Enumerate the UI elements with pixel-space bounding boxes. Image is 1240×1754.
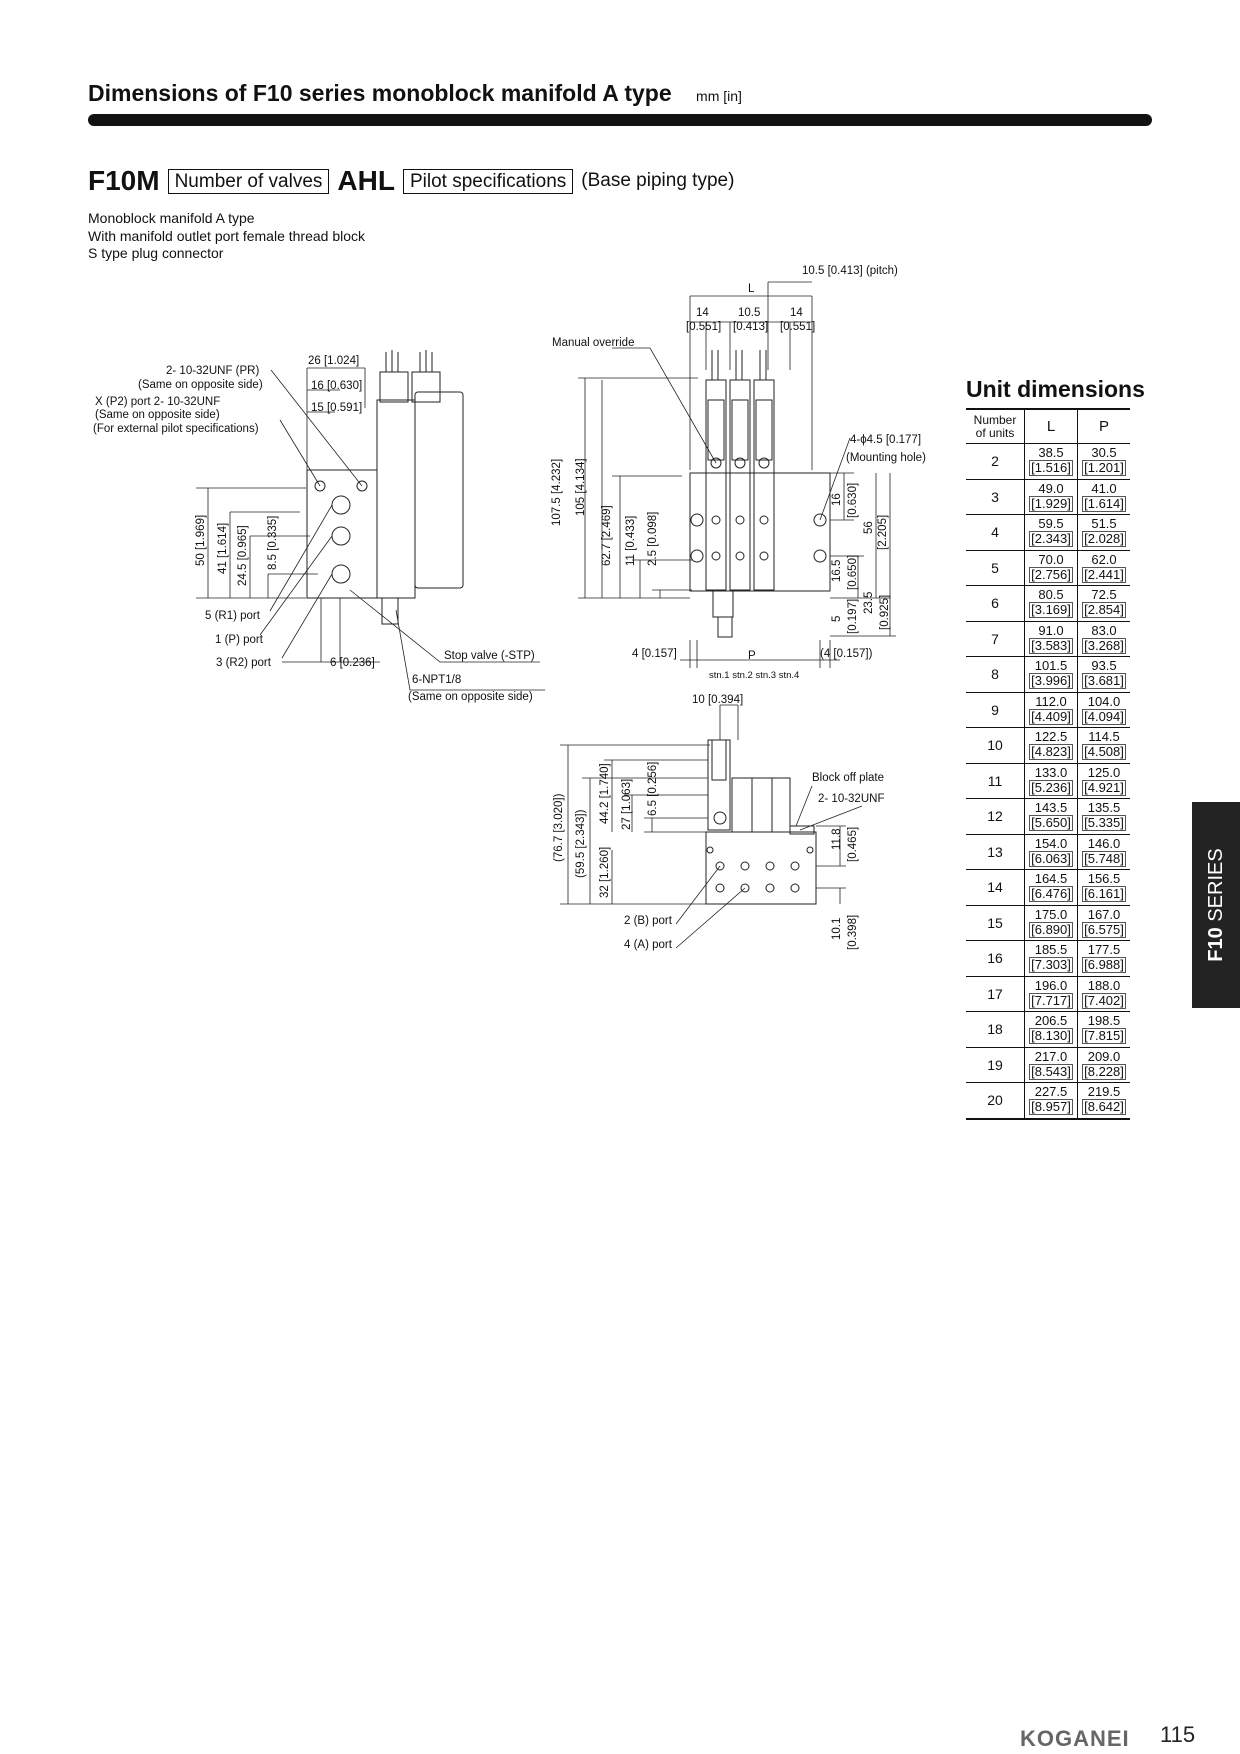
- cell-L: [1025, 550, 1078, 586]
- label-block-off: Block off plate: [812, 772, 885, 784]
- cell-P: [1078, 728, 1131, 764]
- cell-L-in: [5.650]: [1031, 815, 1071, 831]
- dim-62-7: 62.7 [2.469]: [601, 505, 613, 566]
- cell-L-mm: 59.5: [1038, 516, 1064, 532]
- valve-stn-2: [730, 380, 750, 590]
- cell-L: [1025, 692, 1078, 728]
- cell-L-mm: 38.5: [1038, 445, 1064, 461]
- dim-56: 56: [863, 521, 875, 534]
- header-L: L: [1025, 409, 1078, 444]
- dim-50: 50 [1.969]: [195, 514, 207, 566]
- cell-units: 19: [966, 1047, 1025, 1083]
- cell-P-mm: 41.0: [1091, 480, 1117, 496]
- cell-L-in: [7.717]: [1031, 992, 1071, 1008]
- cell-P-mm: 104.0: [1087, 693, 1121, 709]
- cell-L-mm: 101.5: [1034, 658, 1068, 674]
- cell-units: 17: [966, 976, 1025, 1012]
- stop-valve-side: [382, 598, 398, 624]
- cell-P-in: [7.815]: [1084, 1028, 1124, 1044]
- dim-8-5: 8.5 [0.335]: [267, 515, 279, 570]
- dim-15: 15 [0.591]: [311, 402, 363, 414]
- cell-P: [1078, 692, 1131, 728]
- dim-16r: 16: [831, 493, 843, 506]
- label-npt-note: (Same on opposite side): [408, 691, 533, 703]
- cell-units: 15: [966, 905, 1025, 941]
- cell-units: 14: [966, 870, 1025, 906]
- dim-6-5: 6.5 [0.256]: [647, 761, 659, 816]
- dim-41: 41 [1.614]: [217, 522, 229, 574]
- label-port-2: 2 (B) port: [624, 915, 672, 927]
- dim-56-in: [2.205]: [877, 514, 889, 550]
- cell-L-in: [2.343]: [1031, 531, 1071, 547]
- table-row: [966, 834, 1130, 870]
- cell-L-mm: 143.5: [1034, 800, 1068, 816]
- brand-logo: KOGANEI: [1020, 1726, 1130, 1751]
- unit-note: mm [in]: [696, 88, 742, 104]
- dim-16: 16 [0.630]: [311, 380, 363, 392]
- cell-P-mm: 62.0: [1091, 551, 1117, 567]
- cell-P: [1078, 1012, 1131, 1048]
- cell-L: [1025, 870, 1078, 906]
- cell-P: [1078, 515, 1131, 551]
- cell-P: [1078, 621, 1131, 657]
- cell-L-mm: 164.5: [1034, 871, 1068, 887]
- dim-32: 32 [1.260]: [599, 846, 611, 898]
- table-row: [966, 586, 1130, 622]
- table-row: [966, 621, 1130, 657]
- dim-76-7: (76.7 [3.020]): [553, 793, 565, 862]
- cell-P: [1078, 479, 1131, 515]
- cell-units: 2: [966, 444, 1025, 480]
- dim-23-5-in: [0.925]: [879, 594, 891, 630]
- model-option-box-valves: Number of valves: [168, 169, 330, 194]
- cell-P: [1078, 941, 1131, 977]
- cell-P: [1078, 834, 1131, 870]
- cell-L: [1025, 1083, 1078, 1119]
- table-header-row: [966, 409, 1130, 444]
- connector-side-2: [412, 372, 440, 402]
- valve-body-side: [377, 400, 415, 598]
- manifold-base-front: [690, 473, 830, 591]
- side-tab-bold: F10: [1205, 927, 1227, 962]
- cell-L: [1025, 1047, 1078, 1083]
- cell-L: [1025, 515, 1078, 551]
- table-row: [966, 550, 1130, 586]
- cell-L: [1025, 834, 1078, 870]
- cell-L: [1025, 444, 1078, 480]
- dim-107-5: 107.5 [4.232]: [551, 458, 563, 526]
- cell-L-in: [3.169]: [1031, 602, 1071, 618]
- cell-units: 18: [966, 1012, 1025, 1048]
- cell-P: [1078, 905, 1131, 941]
- dim-2-5: 2.5 [0.098]: [647, 511, 659, 566]
- cell-P: [1078, 550, 1131, 586]
- table-row: [966, 444, 1130, 480]
- dim-4a: 4 [0.157]: [632, 648, 677, 660]
- dim-26: 26 [1.024]: [308, 355, 360, 367]
- cell-P-mm: 30.5: [1091, 445, 1117, 461]
- dim-14a-in: [0.551]: [686, 321, 722, 333]
- cell-P-mm: 188.0: [1087, 977, 1121, 993]
- connector-side: [380, 372, 408, 402]
- solenoid-side: [415, 392, 463, 588]
- label-x-port-note-2: (For external pilot specifications): [93, 423, 259, 435]
- cell-L: [1025, 657, 1078, 693]
- table-row: [966, 515, 1130, 551]
- label-block-port: 2- 10-32UNF: [818, 793, 885, 805]
- label-manual-override: Manual override: [552, 337, 635, 349]
- dim-6: 6 [0.236]: [330, 657, 375, 669]
- cell-P-in: [2.028]: [1084, 531, 1124, 547]
- cell-L-mm: 217.0: [1034, 1048, 1068, 1064]
- cell-L-in: [2.756]: [1031, 566, 1071, 582]
- description-line: Monoblock manifold A type: [88, 210, 255, 226]
- cell-L-mm: 122.5: [1034, 729, 1068, 745]
- cell-L-mm: 112.0: [1035, 693, 1067, 709]
- cell-L: [1025, 586, 1078, 622]
- header-P: P: [1078, 409, 1131, 444]
- cell-units: 3: [966, 479, 1025, 515]
- label-port-3: 3 (R2) port: [216, 657, 271, 669]
- cell-P-in: [5.748]: [1084, 850, 1124, 866]
- dim-11-8-in: [0.465]: [847, 826, 859, 862]
- dim-10-5-in: [0.413]: [733, 321, 769, 333]
- block-off-plate: [790, 826, 814, 834]
- dim-10-1: 10.1: [831, 917, 843, 940]
- label-npt: 6-NPT1/8: [412, 674, 462, 686]
- cell-L-in: [6.063]: [1031, 850, 1071, 866]
- manifold-base-side: [307, 470, 377, 598]
- dim-11-8: 11.8: [831, 828, 843, 850]
- dim-11: 11 [0.433]: [625, 515, 637, 566]
- table-row: [966, 763, 1130, 799]
- cell-P-mm: 219.5: [1087, 1084, 1121, 1100]
- valve-stn-1: [706, 380, 726, 590]
- dim-10: 10 [0.394]: [692, 694, 744, 706]
- cell-P-in: [8.228]: [1084, 1063, 1124, 1079]
- model-option-box-pilot: Pilot specifications: [403, 169, 573, 194]
- table-row: [966, 905, 1130, 941]
- table-row: [966, 728, 1130, 764]
- cell-units: 4: [966, 515, 1025, 551]
- cell-P-in: [2.441]: [1084, 566, 1124, 582]
- cell-L-mm: 133.0: [1034, 764, 1068, 780]
- dim-4b: (4 [0.157]): [820, 648, 873, 660]
- dim-10-5: 10.5: [738, 307, 761, 319]
- cell-L: [1025, 941, 1078, 977]
- cell-P-mm: 209.0: [1087, 1048, 1121, 1064]
- end-view-base: [706, 832, 816, 904]
- cell-L-in: [5.236]: [1031, 779, 1071, 795]
- cell-L: [1025, 621, 1078, 657]
- cell-P: [1078, 976, 1131, 1012]
- dim-16r-in: [0.630]: [847, 482, 859, 518]
- technical-drawing: [0, 0, 960, 960]
- label-mounting-note: (Mounting hole): [846, 452, 926, 464]
- end-view-drawing: [560, 705, 862, 948]
- header-number-of-units: Number of units: [966, 409, 1025, 444]
- label-port-5: 5 (R1) port: [205, 610, 260, 622]
- cell-L: [1025, 479, 1078, 515]
- unit-dimensions-table: [966, 408, 1130, 1120]
- dim-5: 5: [831, 615, 843, 622]
- cell-L-in: [3.583]: [1031, 637, 1071, 653]
- label-stop-valve: Stop valve (-STP): [444, 650, 535, 662]
- port-3-circle: [332, 565, 350, 583]
- cell-P-in: [3.681]: [1084, 673, 1124, 689]
- cell-L-mm: 80.5: [1038, 587, 1064, 603]
- cell-P-in: [4.921]: [1084, 779, 1124, 795]
- dim-14b: 14: [790, 307, 803, 319]
- cell-L-in: [4.409]: [1031, 708, 1071, 724]
- label-port-1: 1 (P) port: [215, 634, 263, 646]
- cell-units: 9: [966, 692, 1025, 728]
- unit-dimensions-title: Unit dimensions: [966, 376, 1145, 402]
- cell-L-in: [6.476]: [1031, 886, 1071, 902]
- table-row: [966, 799, 1130, 835]
- cell-P-mm: 114.5: [1088, 729, 1120, 745]
- dim-44-2: 44.2 [1.740]: [599, 763, 611, 824]
- dim-23-5: 23.5: [863, 591, 875, 614]
- cell-P-mm: 72.5: [1091, 587, 1117, 603]
- label-pitch: 10.5 [0.413] (pitch): [802, 265, 898, 277]
- dim-5-in: [0.197]: [847, 598, 859, 634]
- cell-P-mm: 83.0: [1091, 622, 1117, 638]
- cell-P-mm: 93.5: [1091, 658, 1117, 674]
- cell-P-in: [2.854]: [1084, 602, 1124, 618]
- cell-units: 7: [966, 621, 1025, 657]
- cell-units: 12: [966, 799, 1025, 835]
- side-tab-rest: SERIES: [1205, 848, 1227, 928]
- cell-P-in: [4.094]: [1084, 708, 1124, 724]
- cell-units: 16: [966, 941, 1025, 977]
- label-mounting-hole: 4-ϕ4.5 [0.177]: [850, 434, 922, 446]
- dim-10-1-in: [0.398]: [847, 914, 859, 950]
- cell-P: [1078, 870, 1131, 906]
- dim-27: 27 [1.063]: [621, 778, 633, 830]
- cell-units: 6: [966, 586, 1025, 622]
- label-x-port: X (P2) port 2- 10-32UNF: [95, 396, 221, 408]
- table-row: [966, 1047, 1130, 1083]
- cell-L: [1025, 728, 1078, 764]
- cell-L-mm: 206.5: [1034, 1013, 1068, 1029]
- table-row: [966, 1083, 1130, 1119]
- cell-L: [1025, 1012, 1078, 1048]
- table-row: [966, 870, 1130, 906]
- cell-P: [1078, 586, 1131, 622]
- cell-units: 5: [966, 550, 1025, 586]
- cell-P: [1078, 1047, 1131, 1083]
- label-port-4: 4 (A) port: [624, 939, 672, 951]
- cell-L-mm: 227.5: [1034, 1084, 1068, 1100]
- port-5-circle: [332, 496, 350, 514]
- dim-105: 105 [4.134]: [575, 458, 587, 516]
- cell-L-in: [6.890]: [1031, 921, 1071, 937]
- cell-units: 20: [966, 1083, 1025, 1119]
- cell-units: 11: [966, 763, 1025, 799]
- cell-L: [1025, 799, 1078, 835]
- cell-L-mm: 70.0: [1038, 551, 1064, 567]
- cell-L-in: [8.130]: [1031, 1028, 1071, 1044]
- cell-L-in: [8.543]: [1031, 1063, 1071, 1079]
- label-pr-port: 2- 10-32UNF (PR): [166, 365, 260, 377]
- model-code: F10M: [88, 165, 160, 196]
- cell-L-in: [1.516]: [1031, 460, 1071, 476]
- page-title-text: Dimensions of F10 series monoblock manifold A type: [88, 80, 672, 106]
- valve-stn-3: [754, 380, 774, 590]
- series-side-tab: [1192, 802, 1240, 1008]
- cell-L-mm: 175.0: [1034, 906, 1068, 922]
- description-line: With manifold outlet port female thread block: [88, 227, 366, 244]
- cell-P-in: [6.575]: [1084, 921, 1124, 937]
- dim-14b-in: [0.551]: [780, 321, 816, 333]
- cell-P-in: [1.201]: [1084, 460, 1124, 476]
- cell-L: [1025, 763, 1078, 799]
- cell-P-in: [6.988]: [1084, 957, 1124, 973]
- cell-units: 10: [966, 728, 1025, 764]
- dim-16-5: 16.5: [831, 559, 843, 582]
- cell-L-in: [7.303]: [1031, 957, 1071, 973]
- page-number: 115: [1160, 1722, 1196, 1747]
- cell-P-mm: 198.5: [1087, 1013, 1121, 1029]
- cell-P-mm: 125.0: [1087, 764, 1121, 780]
- label-x-port-note: (Same on opposite side): [95, 409, 220, 421]
- cell-P-mm: 156.5: [1087, 871, 1121, 887]
- cell-P-in: [3.268]: [1084, 637, 1124, 653]
- model-suffix: (Base piping type): [581, 170, 735, 191]
- cell-P-in: [1.614]: [1084, 495, 1124, 511]
- cell-L-mm: 154.0: [1034, 835, 1068, 851]
- cell-units: 8: [966, 657, 1025, 693]
- table-row: [966, 976, 1130, 1012]
- table-row: [966, 657, 1130, 693]
- dim-L: L: [748, 283, 755, 295]
- label-pr-port-note: (Same on opposite side): [138, 379, 263, 391]
- cell-P: [1078, 444, 1131, 480]
- cell-L-mm: 49.0: [1038, 480, 1064, 496]
- cell-P-mm: 135.5: [1087, 800, 1121, 816]
- port-1-circle: [332, 527, 350, 545]
- cell-P: [1078, 657, 1131, 693]
- cell-L-in: [1.929]: [1031, 495, 1071, 511]
- cell-L: [1025, 976, 1078, 1012]
- dim-14a: 14: [696, 307, 709, 319]
- cell-L: [1025, 905, 1078, 941]
- end-view-valve: [708, 740, 730, 830]
- dim-59-5: (59.5 [2.343]): [575, 809, 587, 878]
- cell-L-mm: 185.5: [1034, 942, 1068, 958]
- label-stations: stn.1 stn.2 stn.3 stn.4: [709, 670, 800, 681]
- cell-P: [1078, 799, 1131, 835]
- cell-P-in: [4.508]: [1084, 744, 1124, 760]
- dim-16-5-in: [0.650]: [847, 554, 859, 590]
- cell-L-mm: 196.0: [1034, 977, 1068, 993]
- model-code-2: AHL: [337, 165, 395, 196]
- cell-P-mm: 167.0: [1087, 906, 1121, 922]
- cell-L-mm: 91.0: [1038, 622, 1064, 638]
- cell-P-mm: 51.5: [1091, 516, 1117, 532]
- cell-P-in: [6.161]: [1084, 886, 1124, 902]
- table-row: [966, 1012, 1130, 1048]
- table-row: [966, 479, 1130, 515]
- cell-units: 13: [966, 834, 1025, 870]
- cell-P-mm: 177.5: [1087, 942, 1121, 958]
- cell-P-in: [7.402]: [1084, 992, 1124, 1008]
- cell-P: [1078, 763, 1131, 799]
- cell-P-mm: 146.0: [1087, 835, 1121, 851]
- cell-P: [1078, 1083, 1131, 1119]
- dim-24-5: 24.5 [0.965]: [237, 525, 249, 586]
- cell-L-in: [4.823]: [1031, 744, 1071, 760]
- table-row: [966, 692, 1130, 728]
- table-row: [966, 941, 1130, 977]
- cell-L-in: [8.957]: [1031, 1099, 1071, 1115]
- cell-L-in: [3.996]: [1031, 673, 1071, 689]
- description-line: S type plug connector: [88, 245, 224, 261]
- dim-P: P: [748, 650, 756, 662]
- cell-P-in: [5.335]: [1084, 815, 1124, 831]
- cell-P-in: [8.642]: [1084, 1099, 1124, 1115]
